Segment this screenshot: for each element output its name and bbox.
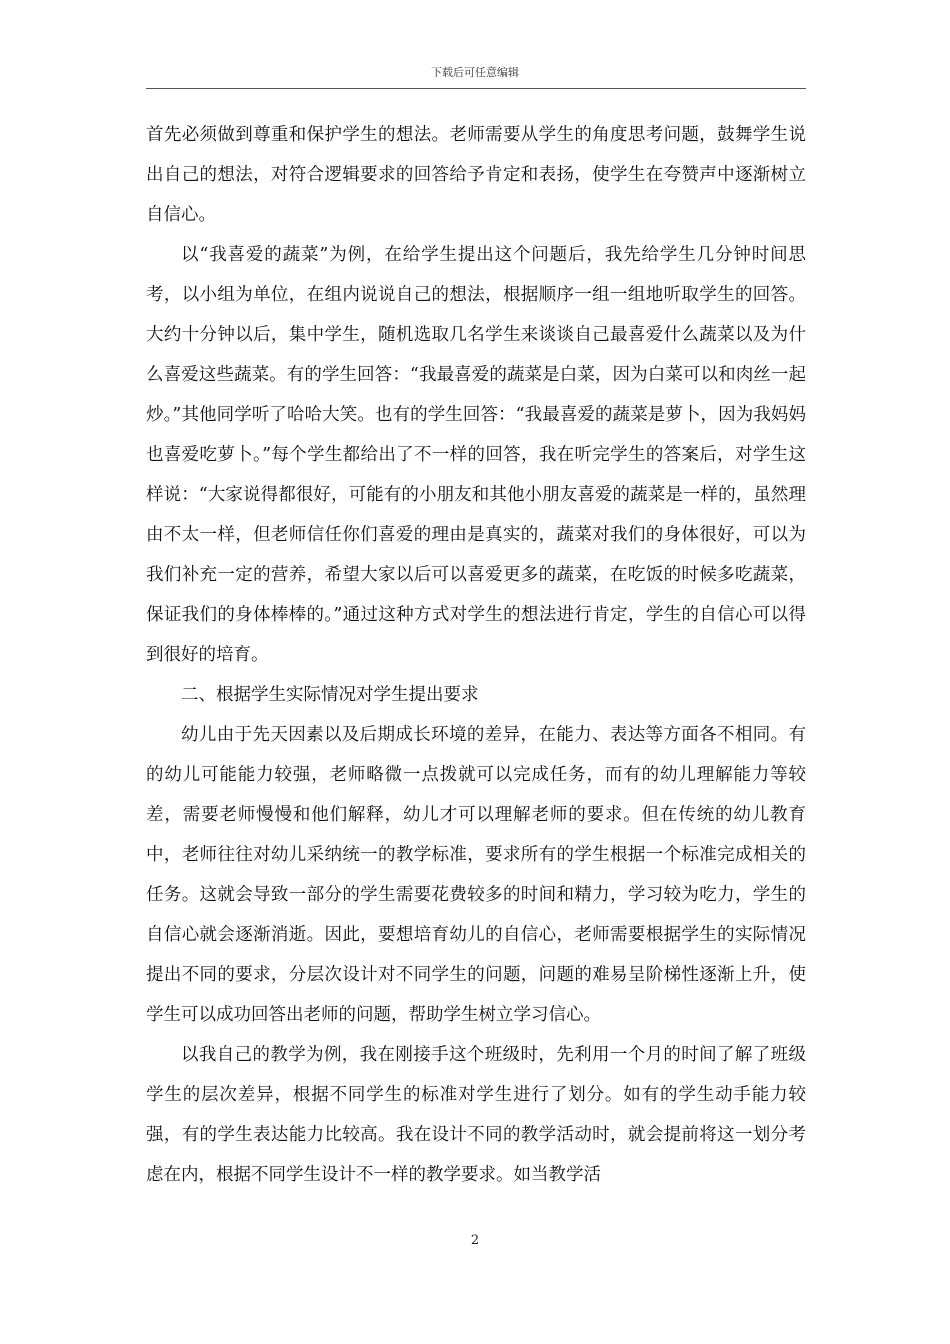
paragraph-teaching-example: 以我自己的教学为例，我在刚接手这个班级时，先利用一个月的时间了解了班级学生的层次差异，根据不同学生的标准对学生进行了划分。如有的学生动手能力较强，有的学生表达能力比较高。我在设计不同的教学活动时，就会提前将这一划分考虑在内，根据不同学生设计不一样的教学要求。如当教学活 — [146, 1045, 806, 1185]
header-divider — [146, 88, 806, 89]
paragraph-continued: 首先必须做到尊重和保护学生的想法。老师需要从学生的角度思考问题，鼓舞学生说出自己的想法，对符合逻辑要求的回答给予肯定和表扬，使学生在夸赞声中逐渐树立自信心。 — [146, 125, 806, 225]
section-heading: 二、根据学生实际情况对学生提出要求 — [181, 685, 479, 705]
paragraph-individual-differences: 幼儿由于先天因素以及后期成长环境的差异，在能力、表达等方面各不相同。有的幼儿可能能力较强，老师略微一点拨就可以完成任务，而有的幼儿理解能力等较差，需要老师慢慢和他们解释，幼儿才可以理解老师的要求。但在传统的幼儿教育中，老师往往对幼儿采纳统一的教学标准，要求所有的学生根据一个标准完成相关的任务。这就会导致一部分的学生需要花费较多的时间和精力，学习较为吃力，学生的自信心就会逐渐消逝。因此，要想培育幼儿的自信心，老师需要根据学生的实际情况提出不同的要求，分层次设计对不同学生的问题，问题的难易呈阶梯性逐渐上升，使学生可以成功回答出老师的问题，帮助学生树立学习信心。 — [146, 725, 806, 1025]
page-number: 2 — [470, 1233, 480, 1248]
document-body — [146, 115, 806, 1195]
page-header: 下载后可任意编辑 — [431, 66, 519, 79]
paragraph-vegetable-example: 以“我喜爱的蔬菜”为例，在给学生提出这个问题后，我先给学生几分钟时间思考，以小组为单位，在组内说说自己的想法，根据顺序一组一组地听取学生的回答。大约十分钟以后，集中学生，随机选取几名学生来谈谈自己最喜爱什么蔬菜以及为什么喜爱这些蔬菜。有的学生回答：“我最喜爱的蔬菜是白菜，因为白菜可以和肉丝一起炒。”其他同学听了哈哈大笑。也有的学生回答：“我最喜爱的蔬菜是萝卜，因为我妈妈也喜爱吃萝卜。”每个学生都给出了不一样的回答，我在听完学生的答案后，对学生这样说：“大家说得都很好，可能有的小朋友和其他小朋友喜爱的蔬菜是一样的，虽然理由不太一样，但老师信任你们喜爱的理由是真实的，蔬菜对我们的身体很好，可以为我们补充一定的营养，希望大家以后可以喜爱更多的蔬菜，在吃饭的时候多吃蔬菜，保证我们的身体棒棒的。”通过这种方式对学生的想法进行肯定，学生的自信心可以得到很好的培育。 — [146, 245, 806, 665]
